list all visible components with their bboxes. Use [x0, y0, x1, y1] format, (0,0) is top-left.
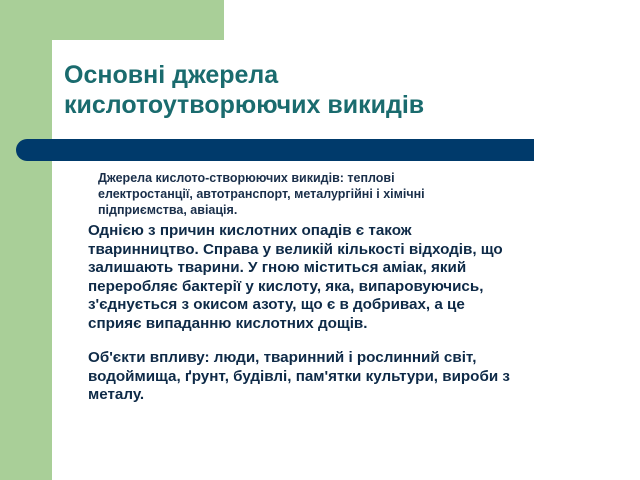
sources-line: електростанції, автотранспорт, металургійні і хімічні	[98, 187, 425, 201]
livestock-line: залишають тварини. У гною міститься аміак, який	[88, 259, 467, 277]
livestock-paragraph	[88, 222, 608, 334]
slide-title-line: Основні джерела	[64, 61, 279, 89]
impact-line: Об'єкти впливу: люди, тваринний і рослинний світ,	[88, 349, 477, 366]
sources-line: підприємства, авіація.	[98, 203, 238, 217]
livestock-line: тваринництво. Справа у великій кількості відходів, що	[88, 240, 503, 258]
livestock-line: з'єднується з окисом азоту, що є в добривах, а це	[88, 296, 465, 314]
sources-paragraph	[98, 170, 568, 218]
slide-title-line: кислотоутворюючих викидів	[64, 91, 425, 119]
livestock-line: переробляє бактерії у кислоту, яка, випаровуючись,	[88, 277, 484, 295]
impact-line: водоймища, ґрунт, будівлі, пам'ятки культури, вироби з	[88, 367, 510, 385]
livestock-line: Однією з причин кислотних опадів є також	[88, 222, 412, 239]
sources-line: Джерела кислото-створюючих викидів: теплові	[98, 171, 395, 185]
impact-line: металу.	[88, 386, 145, 404]
slide-title	[64, 60, 584, 120]
title-divider-bar	[16, 139, 534, 161]
green-frame-top	[0, 0, 224, 40]
impact-objects-paragraph	[88, 349, 608, 405]
green-frame-left	[0, 0, 52, 480]
livestock-line: сприяє випаданню кислотних дощів.	[88, 314, 368, 332]
